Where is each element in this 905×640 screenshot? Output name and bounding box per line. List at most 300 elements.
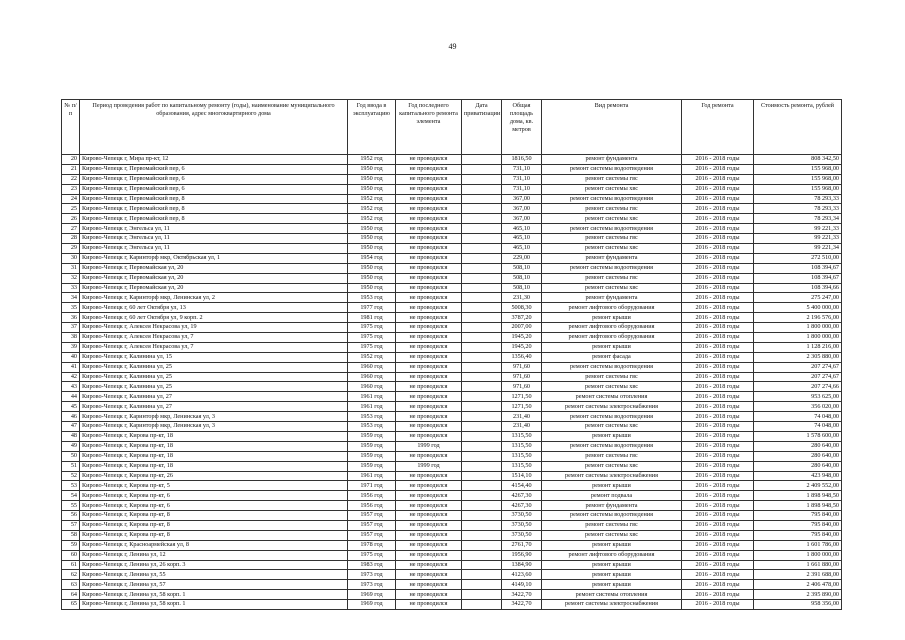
privatization-date-cell (462, 590, 502, 600)
commission-year-cell: 1959 год (348, 451, 396, 461)
repair-kind-cell: ремонт системы гвс (542, 234, 682, 244)
commission-year-cell: 1953 год (348, 422, 396, 432)
total-area-cell: 1315,50 (502, 431, 542, 441)
total-area-cell: 465,10 (502, 234, 542, 244)
table-row (62, 283, 842, 293)
repair-cost-cell: 1 578 600,00 (754, 431, 842, 441)
address-cell: Кирово-Чепецк г, Кирова пр-кт, 18 (80, 451, 348, 461)
repair-cost-cell: 2 406 478,00 (754, 580, 842, 590)
last-repair-cell: 1999 год (396, 441, 462, 451)
table-row (62, 342, 842, 352)
commission-year-cell: 1969 год (348, 600, 396, 610)
repair-period-cell: 2016 - 2018 годы (682, 303, 754, 313)
repair-kind-cell: ремонт лифтового оборудования (542, 333, 682, 343)
row-number: 31 (62, 263, 80, 273)
table-row (62, 263, 842, 273)
repair-period-cell: 2016 - 2018 годы (682, 412, 754, 422)
last-repair-cell: не проводился (396, 323, 462, 333)
privatization-date-cell (462, 560, 502, 570)
repair-cost-cell: 2 196 576,00 (754, 313, 842, 323)
address-cell: Кирово-Чепецк г, Первомайская ул, 20 (80, 273, 348, 283)
repair-period-cell: 2016 - 2018 годы (682, 441, 754, 451)
commission-year-cell: 1959 год (348, 441, 396, 451)
commission-year-cell: 1950 год (348, 263, 396, 273)
repair-kind-cell: ремонт системы хвс (542, 422, 682, 432)
table-row (62, 560, 842, 570)
address-cell: Кирово-Чепецк г, Кирова пр-кт, 5 (80, 481, 348, 491)
repair-kind-cell: ремонт системы электроснабжения (542, 471, 682, 481)
repair-cost-cell: 207 274,67 (754, 372, 842, 382)
total-area-cell: 731,10 (502, 184, 542, 194)
repair-period-cell: 2016 - 2018 годы (682, 590, 754, 600)
header-commission-year: Год ввода в эксплуатацию (348, 100, 396, 155)
total-area-cell: 971,60 (502, 372, 542, 382)
total-area-cell: 3422,70 (502, 590, 542, 600)
table-row (62, 481, 842, 491)
row-number: 50 (62, 451, 80, 461)
repair-period-cell: 2016 - 2018 годы (682, 402, 754, 412)
privatization-date-cell (462, 461, 502, 471)
repair-kind-cell: ремонт фундамента (542, 501, 682, 511)
repair-cost-cell: 155 968,00 (754, 174, 842, 184)
privatization-date-cell (462, 204, 502, 214)
row-number: 53 (62, 481, 80, 491)
repair-period-cell: 2016 - 2018 годы (682, 313, 754, 323)
last-repair-cell: не проводился (396, 333, 462, 343)
total-area-cell: 4267,30 (502, 501, 542, 511)
repair-kind-cell: ремонт фундамента (542, 293, 682, 303)
repair-kind-cell: ремонт системы хвс (542, 461, 682, 471)
total-area-cell: 465,10 (502, 224, 542, 234)
repair-period-cell: 2016 - 2018 годы (682, 155, 754, 165)
row-number: 28 (62, 234, 80, 244)
last-repair-cell: не проводился (396, 244, 462, 254)
table-row (62, 530, 842, 540)
commission-year-cell: 1950 год (348, 174, 396, 184)
repair-period-cell: 2016 - 2018 годы (682, 234, 754, 244)
repair-cost-cell: 74 048,00 (754, 422, 842, 432)
last-repair-cell: не проводился (396, 382, 462, 392)
page-number: 49 (448, 42, 457, 51)
total-area-cell: 1271,50 (502, 392, 542, 402)
repair-kind-cell: ремонт системы гвс (542, 174, 682, 184)
commission-year-cell: 1950 год (348, 273, 396, 283)
repair-kind-cell: ремонт системы гвс (542, 204, 682, 214)
total-area-cell: 1356,40 (502, 352, 542, 362)
privatization-date-cell (462, 184, 502, 194)
repair-cost-cell: 99 221,34 (754, 244, 842, 254)
commission-year-cell: 1969 год (348, 590, 396, 600)
total-area-cell: 3730,50 (502, 520, 542, 530)
repair-cost-cell: 423 948,00 (754, 471, 842, 481)
table-row (62, 293, 842, 303)
repair-cost-cell: 795 840,00 (754, 511, 842, 521)
last-repair-cell: 1999 год (396, 461, 462, 471)
privatization-date-cell (462, 382, 502, 392)
address-cell: Кирово-Чепецк г, Алексея Некрасова ул, 7 (80, 342, 348, 352)
commission-year-cell: 1983 год (348, 560, 396, 570)
address-cell: Кирово-Чепецк г, Первомайская ул, 20 (80, 283, 348, 293)
repair-kind-cell: ремонт системы отопления (542, 590, 682, 600)
row-number: 43 (62, 382, 80, 392)
repair-cost-cell: 99 221,33 (754, 224, 842, 234)
table-row (62, 412, 842, 422)
commission-year-cell: 1950 год (348, 184, 396, 194)
privatization-date-cell (462, 273, 502, 283)
privatization-date-cell (462, 155, 502, 165)
commission-year-cell: 1957 год (348, 511, 396, 521)
table-row (62, 431, 842, 441)
repair-cost-cell: 74 048,00 (754, 412, 842, 422)
row-number: 34 (62, 293, 80, 303)
table-row (62, 540, 842, 550)
privatization-date-cell (462, 174, 502, 184)
commission-year-cell: 1956 год (348, 491, 396, 501)
commission-year-cell: 1959 год (348, 431, 396, 441)
repair-cost-cell: 155 968,00 (754, 184, 842, 194)
repair-period-cell: 2016 - 2018 годы (682, 600, 754, 610)
commission-year-cell: 1977 год (348, 303, 396, 313)
last-repair-cell: не проводился (396, 550, 462, 560)
privatization-date-cell (462, 224, 502, 234)
address-cell: Кирово-Чепецк г, Калинина ул, 25 (80, 362, 348, 372)
repair-cost-cell: 108 394,66 (754, 283, 842, 293)
address-cell: Кирово-Чепецк г, Каринторф мкр, Ленинская ул, 3 (80, 412, 348, 422)
last-repair-cell: не проводился (396, 352, 462, 362)
table-row (62, 580, 842, 590)
privatization-date-cell (462, 362, 502, 372)
commission-year-cell: 1952 год (348, 155, 396, 165)
row-number: 54 (62, 491, 80, 501)
repair-period-cell: 2016 - 2018 годы (682, 511, 754, 521)
commission-year-cell: 1960 год (348, 362, 396, 372)
address-cell: Кирово-Чепецк г, Калинина ул, 25 (80, 382, 348, 392)
row-number: 38 (62, 333, 80, 343)
commission-year-cell: 1953 год (348, 412, 396, 422)
row-number: 46 (62, 412, 80, 422)
last-repair-cell: не проводился (396, 273, 462, 283)
table-row (62, 214, 842, 224)
last-repair-cell: не проводился (396, 342, 462, 352)
row-number: 47 (62, 422, 80, 432)
table-row (62, 372, 842, 382)
repair-cost-cell: 272 510,00 (754, 253, 842, 263)
table-row (62, 520, 842, 530)
repair-cost-cell: 78 293,33 (754, 194, 842, 204)
row-number: 56 (62, 511, 80, 521)
row-number: 65 (62, 600, 80, 610)
last-repair-cell: не проводился (396, 194, 462, 204)
total-area-cell: 4123,60 (502, 570, 542, 580)
address-cell: Кирово-Чепецк г, Первомайский пер, 8 (80, 214, 348, 224)
table-row (62, 570, 842, 580)
repair-period-cell: 2016 - 2018 годы (682, 550, 754, 560)
commission-year-cell: 1975 год (348, 323, 396, 333)
repair-kind-cell: ремонт системы электроснабжения (542, 600, 682, 610)
repair-kind-cell: ремонт системы водоотведения (542, 441, 682, 451)
repair-kind-cell: ремонт системы хвс (542, 382, 682, 392)
repair-period-cell: 2016 - 2018 годы (682, 293, 754, 303)
table-row (62, 352, 842, 362)
header-last-repair: Год последнего капитального ремонта элемента (396, 100, 462, 155)
address-cell: Кирово-Чепецк г, Первомайский пер, 6 (80, 164, 348, 174)
repair-kind-cell: ремонт фундамента (542, 253, 682, 263)
repair-kind-cell: ремонт крыши (542, 560, 682, 570)
address-cell: Кирово-Чепецк г, Энгельса ул, 11 (80, 244, 348, 254)
repair-period-cell: 2016 - 2018 годы (682, 471, 754, 481)
total-area-cell: 971,60 (502, 382, 542, 392)
privatization-date-cell (462, 540, 502, 550)
address-cell: Кирово-Чепецк г, Ленина ул, 58 корп. 1 (80, 590, 348, 600)
privatization-date-cell (462, 412, 502, 422)
repair-period-cell: 2016 - 2018 годы (682, 194, 754, 204)
repair-kind-cell: ремонт системы хвс (542, 530, 682, 540)
last-repair-cell: не проводился (396, 560, 462, 570)
commission-year-cell: 1952 год (348, 194, 396, 204)
table-row (62, 204, 842, 214)
privatization-date-cell (462, 244, 502, 254)
privatization-date-cell (462, 600, 502, 610)
commission-year-cell: 1960 год (348, 382, 396, 392)
last-repair-cell: не проводился (396, 214, 462, 224)
repair-kind-cell: ремонт системы гвс (542, 372, 682, 382)
address-cell: Кирово-Чепецк г, 60 лет Октября ул, 13 (80, 303, 348, 313)
privatization-date-cell (462, 342, 502, 352)
repair-period-cell: 2016 - 2018 годы (682, 580, 754, 590)
repair-kind-cell: ремонт крыши (542, 342, 682, 352)
repair-period-cell: 2016 - 2018 годы (682, 244, 754, 254)
row-number: 60 (62, 550, 80, 560)
address-cell: Кирово-Чепецк г, Алексея Некрасова ул, 19 (80, 323, 348, 333)
repair-period-cell: 2016 - 2018 годы (682, 174, 754, 184)
repair-kind-cell: ремонт системы хвс (542, 184, 682, 194)
privatization-date-cell (462, 392, 502, 402)
repair-period-cell: 2016 - 2018 годы (682, 560, 754, 570)
privatization-date-cell (462, 501, 502, 511)
repair-kind-cell: ремонт фасада (542, 352, 682, 362)
last-repair-cell: не проводился (396, 471, 462, 481)
last-repair-cell: не проводился (396, 263, 462, 273)
commission-year-cell: 1953 год (348, 293, 396, 303)
row-number: 45 (62, 402, 80, 412)
repair-cost-cell: 280 640,00 (754, 441, 842, 451)
privatization-date-cell (462, 352, 502, 362)
last-repair-cell: не проводился (396, 184, 462, 194)
header-total-area: Общая площадь дома, кв. метров (502, 100, 542, 155)
row-number: 42 (62, 372, 80, 382)
table-row (62, 184, 842, 194)
privatization-date-cell (462, 323, 502, 333)
repair-period-cell: 2016 - 2018 годы (682, 382, 754, 392)
privatization-date-cell (462, 253, 502, 263)
privatization-date-cell (462, 580, 502, 590)
address-cell: Кирово-Чепецк г, Кирова пр-кт, 18 (80, 441, 348, 451)
table-row (62, 402, 842, 412)
last-repair-cell: не проводился (396, 570, 462, 580)
total-area-cell: 731,10 (502, 164, 542, 174)
repair-cost-cell: 78 293,33 (754, 204, 842, 214)
total-area-cell: 3787,20 (502, 313, 542, 323)
commission-year-cell: 1952 год (348, 214, 396, 224)
last-repair-cell: не проводился (396, 155, 462, 165)
last-repair-cell: не проводился (396, 431, 462, 441)
repair-kind-cell: ремонт крыши (542, 481, 682, 491)
repair-cost-cell: 108 394,67 (754, 263, 842, 273)
privatization-date-cell (462, 283, 502, 293)
repair-cost-cell: 1 601 786,00 (754, 540, 842, 550)
commission-year-cell: 1978 год (348, 540, 396, 550)
commission-year-cell: 1956 год (348, 501, 396, 511)
privatization-date-cell (462, 441, 502, 451)
header-address: Период проведения работ по капитальному ремонту (годы), наименование муниципального образования, адрес многоквартирного дома (80, 100, 348, 155)
privatization-date-cell (462, 550, 502, 560)
repair-kind-cell: ремонт системы водоотведения (542, 362, 682, 372)
privatization-date-cell (462, 422, 502, 432)
address-cell: Кирово-Чепецк г, Калинина ул, 15 (80, 352, 348, 362)
total-area-cell: 5008,30 (502, 303, 542, 313)
repair-cost-cell: 795 840,00 (754, 520, 842, 530)
repair-period-cell: 2016 - 2018 годы (682, 540, 754, 550)
repair-period-cell: 2016 - 2018 годы (682, 352, 754, 362)
repair-kind-cell: ремонт системы гвс (542, 520, 682, 530)
table-row (62, 224, 842, 234)
repair-cost-cell: 2 409 552,00 (754, 481, 842, 491)
table-row (62, 323, 842, 333)
last-repair-cell: не проводился (396, 451, 462, 461)
row-number: 27 (62, 224, 80, 234)
commission-year-cell: 1973 год (348, 580, 396, 590)
table-row (62, 362, 842, 372)
repair-kind-cell: ремонт крыши (542, 431, 682, 441)
table-row (62, 303, 842, 313)
repair-period-cell: 2016 - 2018 годы (682, 263, 754, 273)
commission-year-cell: 1954 год (348, 253, 396, 263)
table-row (62, 511, 842, 521)
table-row (62, 164, 842, 174)
total-area-cell: 2761,70 (502, 540, 542, 550)
privatization-date-cell (462, 194, 502, 204)
row-number: 41 (62, 362, 80, 372)
total-area-cell: 367,00 (502, 204, 542, 214)
last-repair-cell: не проводился (396, 481, 462, 491)
row-number: 55 (62, 501, 80, 511)
address-cell: Кирово-Чепецк г, Каринторф мкр, Октябрьская ул, 1 (80, 253, 348, 263)
repair-cost-cell: 99 221,33 (754, 234, 842, 244)
address-cell: Кирово-Чепецк г, Первомайский пер, 8 (80, 204, 348, 214)
address-cell: Кирово-Чепецк г, Кирова пр-кт, 18 (80, 461, 348, 471)
table-row (62, 590, 842, 600)
address-cell: Кирово-Чепецк г, Кирова пр-кт, 6 (80, 501, 348, 511)
repair-kind-cell: ремонт системы водоотведения (542, 412, 682, 422)
privatization-date-cell (462, 402, 502, 412)
commission-year-cell: 1975 год (348, 550, 396, 560)
last-repair-cell: не проводился (396, 392, 462, 402)
repair-period-cell: 2016 - 2018 годы (682, 204, 754, 214)
repair-period-cell: 2016 - 2018 годы (682, 214, 754, 224)
last-repair-cell: не проводился (396, 174, 462, 184)
address-cell: Кирово-Чепецк г, Ленина ул, 57 (80, 580, 348, 590)
table-row (62, 174, 842, 184)
header-number: № п/п (62, 100, 80, 155)
address-cell: Кирово-Чепецк г, Кирова пр-кт, 8 (80, 530, 348, 540)
repair-period-cell: 2016 - 2018 годы (682, 253, 754, 263)
repair-period-cell: 2016 - 2018 годы (682, 333, 754, 343)
repair-cost-cell: 2 391 688,00 (754, 570, 842, 580)
repair-period-cell: 2016 - 2018 годы (682, 273, 754, 283)
address-cell: Кирово-Чепецк г, Ленина ул, 55 (80, 570, 348, 580)
last-repair-cell: не проводился (396, 501, 462, 511)
repair-period-cell: 2016 - 2018 годы (682, 451, 754, 461)
repair-cost-cell: 155 968,00 (754, 164, 842, 174)
address-cell: Кирово-Чепецк г, Кирова пр-кт, 18 (80, 431, 348, 441)
total-area-cell: 1514,10 (502, 471, 542, 481)
commission-year-cell: 1961 год (348, 402, 396, 412)
total-area-cell: 508,10 (502, 283, 542, 293)
repair-period-cell: 2016 - 2018 годы (682, 283, 754, 293)
repair-kind-cell: ремонт системы электроснабжения (542, 402, 682, 412)
privatization-date-cell (462, 313, 502, 323)
repair-kind-cell: ремонт лифтового оборудования (542, 550, 682, 560)
address-cell: Кирово-Чепецк г, Ленина ул, 12 (80, 550, 348, 560)
privatization-date-cell (462, 530, 502, 540)
last-repair-cell: не проводился (396, 511, 462, 521)
commission-year-cell: 1957 год (348, 520, 396, 530)
commission-year-cell: 1952 год (348, 352, 396, 362)
address-cell: Кирово-Чепецк г, Каринторф мкр, Ленинская ул, 2 (80, 293, 348, 303)
total-area-cell: 1384,90 (502, 560, 542, 570)
address-cell: Кирово-Чепецк г, Энгельса ул, 11 (80, 234, 348, 244)
privatization-date-cell (462, 471, 502, 481)
address-cell: Кирово-Чепецк г, Первомайская ул, 20 (80, 263, 348, 273)
repair-cost-cell: 78 293,34 (754, 214, 842, 224)
last-repair-cell: не проводился (396, 412, 462, 422)
address-cell: Кирово-Чепецк г, Кирова пр-кт, 6 (80, 491, 348, 501)
address-cell: Кирово-Чепецк г, Кирова пр-кт, 26 (80, 471, 348, 481)
privatization-date-cell (462, 511, 502, 521)
table-row (62, 392, 842, 402)
last-repair-cell: не проводился (396, 530, 462, 540)
address-cell: Кирово-Чепецк г, Алексея Некрасова ул, 7 (80, 333, 348, 343)
repair-kind-cell: ремонт крыши (542, 540, 682, 550)
row-number: 48 (62, 431, 80, 441)
commission-year-cell: 1950 год (348, 234, 396, 244)
total-area-cell: 1315,50 (502, 461, 542, 471)
last-repair-cell: не проводился (396, 293, 462, 303)
repair-kind-cell: ремонт крыши (542, 570, 682, 580)
last-repair-cell: не проводился (396, 520, 462, 530)
repair-kind-cell: ремонт системы гвс (542, 273, 682, 283)
repair-cost-cell: 280 640,00 (754, 461, 842, 471)
repair-kind-cell: ремонт лифтового оборудования (542, 303, 682, 313)
row-number: 33 (62, 283, 80, 293)
total-area-cell: 3730,50 (502, 511, 542, 521)
table-row (62, 600, 842, 610)
privatization-date-cell (462, 431, 502, 441)
row-number: 37 (62, 323, 80, 333)
address-cell: Кирово-Чепецк г, Калинина ул, 27 (80, 392, 348, 402)
total-area-cell: 367,00 (502, 214, 542, 224)
repair-cost-cell: 1 898 948,50 (754, 491, 842, 501)
privatization-date-cell (462, 491, 502, 501)
header-repair-kind: Вид ремонта (542, 100, 682, 155)
commission-year-cell: 1975 год (348, 342, 396, 352)
commission-year-cell: 1959 год (348, 461, 396, 471)
table-row (62, 382, 842, 392)
commission-year-cell: 1971 год (348, 481, 396, 491)
last-repair-cell: не проводился (396, 303, 462, 313)
total-area-cell: 508,10 (502, 263, 542, 273)
repair-period-cell: 2016 - 2018 годы (682, 323, 754, 333)
